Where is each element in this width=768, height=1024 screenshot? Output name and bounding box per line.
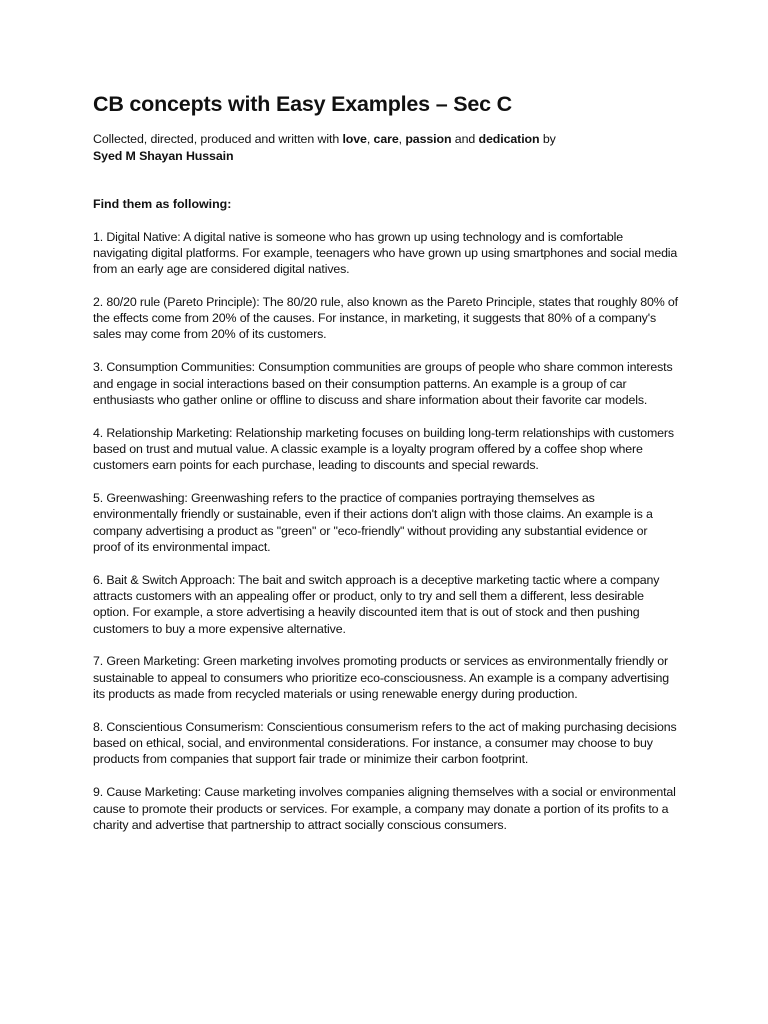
- list-item: 6. Bait & Switch Approach: The bait and switch approach is a deceptive marketing tactic where a company attracts customers with an appealing offer or product, only to try and sell them a different, less desirable option. For example, a store advertising a heavily discounted item that is out of stock and then pushing customers to buy a more expensive alternative.: [93, 572, 660, 636]
- credit-passion: passion: [405, 132, 452, 146]
- credit-line: [93, 131, 678, 164]
- list-item: 8. Conscientious Consumerism: Conscientious consumerism refers to the act of making purchasing decisions based on ethical, social, and environmental considerations. For instance, a consumer may choose to buy products from companies that support fair trade or minimize their carbon footprint.: [93, 719, 677, 767]
- credit-sep-1: ,: [366, 132, 374, 146]
- list-item: 2. 80/20 rule (Pareto Principle): The 80/20 rule, also known as the Pareto Principle, states that roughly 80% of the effects come from 20% of the causes. For instance, in marketing, it suggests that 80% of a company's sales may come from 20% of its customers.: [93, 294, 678, 342]
- credit-sep-2: ,: [398, 132, 406, 146]
- list-item: 4. Relationship Marketing: Relationship marketing focuses on building long-term relationships with customers based on trust and mutual value. A classic example is a loyalty program offered by a coffee shop where customers earn points for each purchase, leading to discounts and special rewards.: [93, 425, 674, 473]
- document-page: [93, 90, 678, 850]
- list-item: 3. Consumption Communities: Consumption communities are groups of people who share common interests and engage in social interactions based on their consumption patterns. An example is a group of car enthusiasts who gather online or offline to discuss and share information about their favorite car models.: [93, 360, 673, 407]
- document-title: CB concepts with Easy Examples – Sec C: [93, 92, 512, 116]
- list-item: 1. Digital Native: A digital native is someone who has grown up using technology and is comfortable navigating digital platforms. For example, teenagers who have grown up using smartphones and social media from an early age are considered digital natives.: [93, 229, 678, 277]
- list-heading: Find them as following:: [93, 197, 232, 211]
- credit-care: care: [373, 132, 399, 146]
- concept-list: [93, 229, 678, 834]
- credit-dedication: dedication: [478, 132, 540, 146]
- credit-prefix: Collected, directed, produced and written with: [93, 132, 343, 146]
- author-name: Syed M Shayan Hussain: [93, 148, 234, 163]
- credit-by: by: [539, 132, 556, 146]
- credit-and: and: [451, 132, 479, 146]
- list-item: 9. Cause Marketing: Cause marketing involves companies aligning themselves with a social or environmental cause to promote their products or services. For example, a company may donate a portion of its profits to a charity and advertise that partnership to attract socially conscious consumers.: [93, 785, 676, 832]
- list-item: 7. Green Marketing: Green marketing involves promoting products or services as environmentally friendly or sustainable to appeal to consumers who prioritize eco-consciousness. An example is a company advertising its products as made from recycled materials or using renewable energy during production.: [93, 654, 670, 702]
- credit-love: love: [342, 132, 367, 146]
- list-item: 5. Greenwashing: Greenwashing refers to the practice of companies portraying themselves as environmentally friendly or sustainable, even if their actions don't align with those claims. An example is a company advertising a product as "green" or "eco-friendly" without providing any substantial evidence or proof of its environmental impact.: [93, 491, 653, 554]
